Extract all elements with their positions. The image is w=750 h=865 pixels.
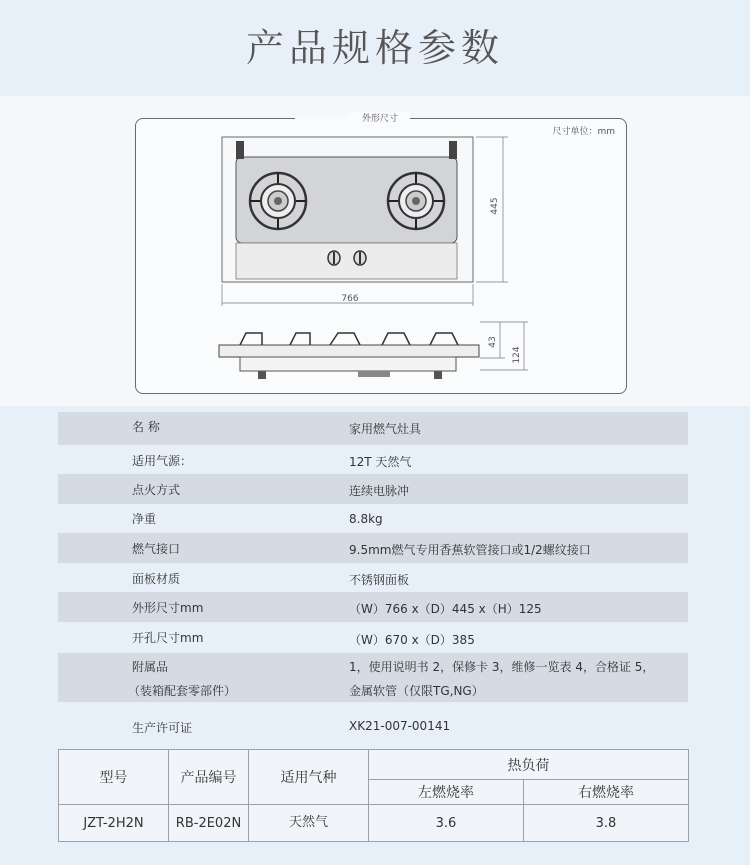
height-small-label: 43: [488, 336, 498, 348]
spec-value: 家用燃气灶具: [349, 422, 422, 436]
spec-value: 9.5mm燃气专用香蕉软管接口或1/2螺纹接口: [349, 543, 591, 557]
drawing-section-label: 外形尺寸: [361, 114, 399, 124]
spec-value: 不锈钢面板: [349, 573, 410, 587]
spec-row: [58, 445, 688, 474]
spec-label: 面板材质: [132, 572, 181, 586]
unit-note: 尺寸单位：mm: [552, 127, 615, 137]
left-burner-icon: [250, 173, 306, 229]
spec-row: [58, 653, 688, 702]
spec-label: 名 称: [132, 420, 160, 434]
spec-value: 8.8kg: [349, 512, 383, 526]
spec-row: [58, 702, 688, 744]
right-burner-icon: [388, 173, 444, 229]
header-heat-load: 热负荷: [369, 750, 689, 780]
spec-row: [58, 504, 688, 533]
header-model: 型号: [59, 750, 169, 805]
cell-product-code: RB-2E02N: [169, 805, 249, 842]
spec-label: 适用气源：: [132, 454, 193, 468]
spec-label: 净重: [132, 512, 157, 526]
spec-row: [58, 622, 688, 653]
spec-row: [58, 592, 688, 622]
spec-label: 附属品: [132, 660, 169, 674]
spec-label: 生产许可证: [132, 721, 193, 735]
side-view: [219, 333, 479, 379]
spec-row: [58, 533, 688, 563]
header-left-burner: 左燃烧率: [369, 780, 524, 805]
spec-label: 点火方式: [132, 483, 181, 497]
spec-value: 连续电脉冲: [349, 484, 410, 498]
header-gas-type: 适用气种: [249, 750, 369, 805]
spec-row: [58, 474, 688, 504]
height-total-label: 124: [512, 346, 522, 364]
spec-label: 外形尺寸mm: [132, 601, 204, 615]
header-product-code: 产品编号: [169, 750, 249, 805]
spec-value: 1，使用说明书 2，保修卡 3，维修一览表 4，合格证 5，: [349, 660, 655, 674]
depth-dimension-label: 445: [490, 197, 500, 215]
page-title: 产品规格参数: [245, 26, 504, 70]
heat-load-table: [58, 749, 689, 842]
cell-right-burner: 3.8: [524, 805, 689, 842]
spec-value: 12T 天然气: [349, 455, 412, 469]
top-view: [222, 137, 473, 282]
cell-gas-type: 天然气: [249, 805, 369, 842]
spec-row: [58, 412, 688, 445]
height-dimensions: [480, 322, 528, 370]
header-right-burner: 右燃烧率: [524, 780, 689, 805]
spec-label-sub: （装箱配套零部件）: [128, 684, 237, 698]
spec-row: [58, 563, 688, 592]
dimension-drawing: [0, 0, 750, 410]
cell-model: JZT-2H2N: [59, 805, 169, 842]
spec-value-line2: 金属软管（仅限TG,NG）: [349, 684, 484, 698]
width-dimension: [222, 284, 473, 306]
spec-label: 燃气接口: [132, 542, 181, 556]
spec-value: （W）670 x（D）385: [349, 633, 475, 647]
width-dimension-label: 766: [341, 294, 359, 304]
spec-label: 开孔尺寸mm: [132, 631, 204, 645]
cell-left-burner: 3.6: [369, 805, 524, 842]
spec-value: （W）766 x（D）445 x（H）125: [349, 602, 542, 616]
depth-dimension: [476, 137, 508, 282]
spec-value: XK21-007-00141: [349, 719, 451, 733]
